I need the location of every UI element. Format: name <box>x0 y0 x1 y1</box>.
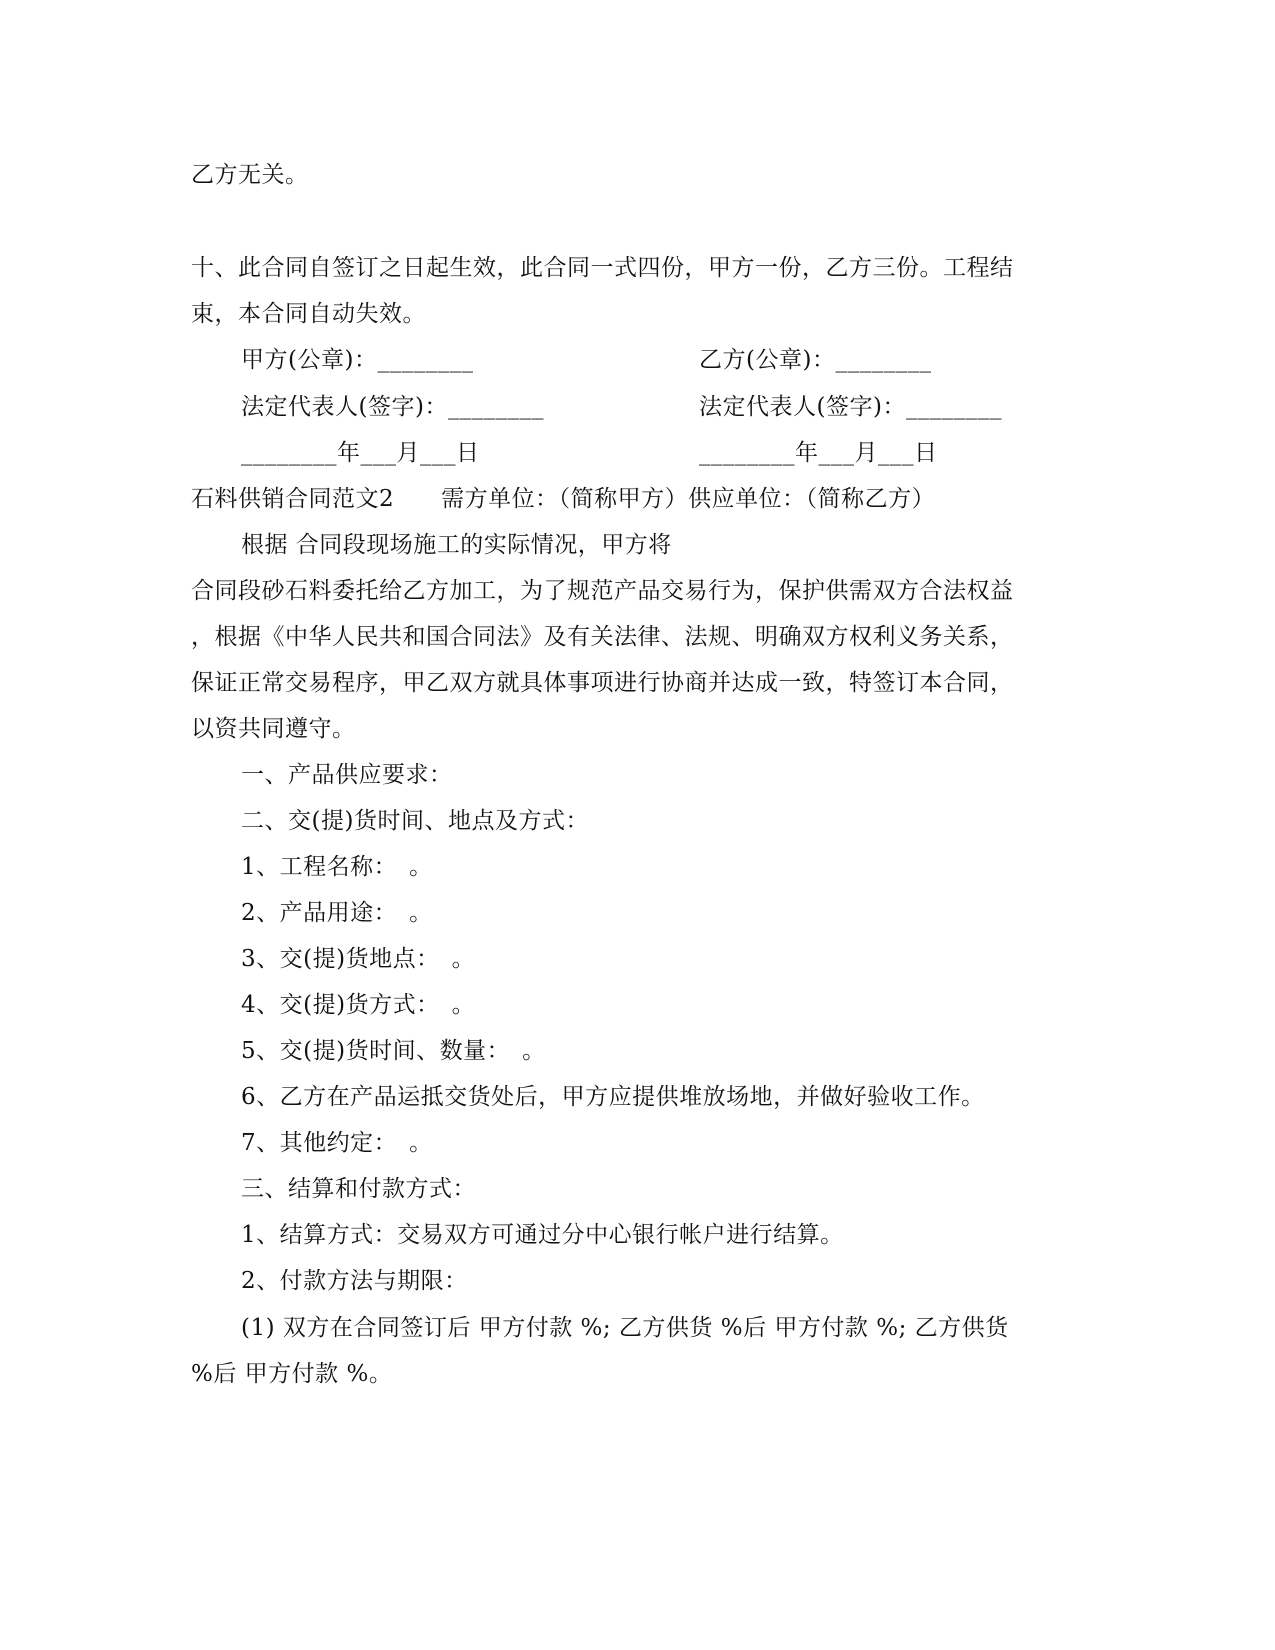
list-item: 1、结算方式：交易双方可通过分中心银行帐户进行结算。 <box>241 1222 844 1248</box>
preamble-line-4: 保证正常交易程序，甲乙双方就具体事项进行协商并达成一致，特签订本合同， <box>191 670 1014 696</box>
party-b-date-field: ________年___月___日 <box>699 440 938 466</box>
paragraph-line: 乙方无关。 <box>191 162 309 188</box>
party-b-seal-field: 乙方(公章)：________ <box>699 347 932 373</box>
clause-10-line-2: 束，本合同自动失效。 <box>191 301 426 327</box>
party-a-date-field: ________年___月___日 <box>241 440 480 466</box>
list-item: 5、交(提)货时间、数量： 。 <box>241 1038 546 1064</box>
preamble-line-5: 以资共同遵守。 <box>191 716 356 742</box>
list-item: 7、其他约定： 。 <box>241 1130 433 1156</box>
section-2-heading: 二、交(提)货时间、地点及方式： <box>241 808 589 834</box>
list-item: 3、交(提)货地点： 。 <box>241 946 476 972</box>
list-item: 4、交(提)货方式： 。 <box>241 992 476 1018</box>
section-1-heading: 一、产品供应要求： <box>241 762 453 788</box>
preamble-line-3: ，根据《中华人民共和国合同法》及有关法律、法规、明确双方权利义务关系， <box>191 624 1014 650</box>
payment-term-line-2: %后 甲方付款 %。 <box>191 1361 393 1387</box>
list-item: 2、付款方法与期限： <box>241 1268 468 1294</box>
party-b-representative-field: 法定代表人(签字)：________ <box>699 394 1002 420</box>
list-item: 2、产品用途： 。 <box>241 900 433 926</box>
clause-10-line-1: 十、此合同自签订之日起生效，此合同一式四份，甲方一份，乙方三份。工程结 <box>191 255 1014 281</box>
list-item: 6、乙方在产品运抵交货处后，甲方应提供堆放场地，并做好验收工作。 <box>241 1084 985 1110</box>
preamble-line-2: 合同段砂石料委托给乙方加工，为了规范产品交易行为，保护供需双方合法权益 <box>191 578 1014 604</box>
party-a-representative-field: 法定代表人(签字)：________ <box>241 394 544 420</box>
preamble-line-1: 根据 合同段现场施工的实际情况，甲方将 <box>241 532 672 558</box>
section-3-heading: 三、结算和付款方式： <box>241 1176 476 1202</box>
payment-term-line-1: (1) 双方在合同签订后 甲方付款 %; 乙方供货 %后 甲方付款 %; 乙方供货 <box>241 1315 1009 1341</box>
contract-title-line: 石料供销合同范文2 需方单位：（简称甲方）供应单位：（简称乙方） <box>191 486 936 512</box>
list-item: 1、工程名称： 。 <box>241 854 433 880</box>
party-a-seal-field: 甲方(公章)：________ <box>241 347 474 373</box>
